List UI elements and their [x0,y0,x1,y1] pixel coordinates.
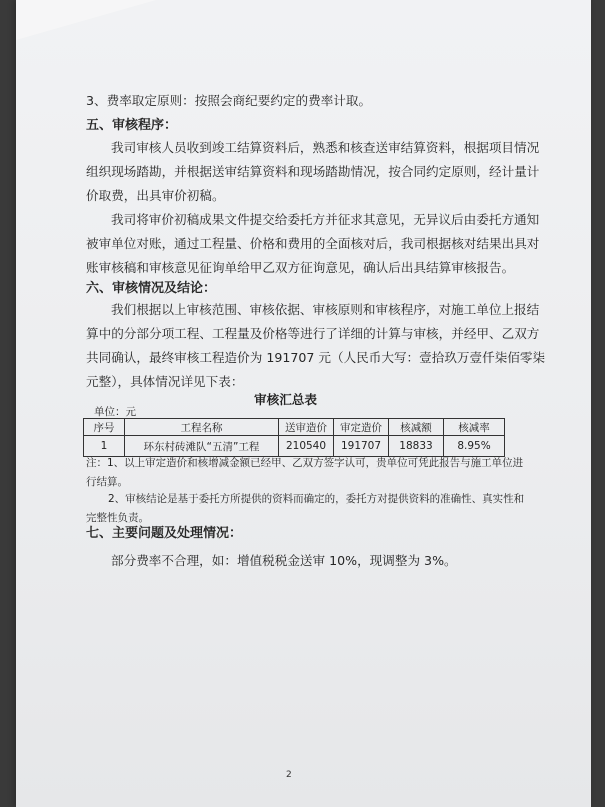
page-number: 2 [286,770,292,780]
text-line: 算中的分部分项工程、工程量及价格等进行了详细的计算与审核，并经甲、乙双方 [86,326,540,341]
document-page [16,0,591,807]
note-1 [86,454,523,492]
col-header: 送审造价 [279,419,334,436]
cell-index: 1 [84,436,125,457]
col-header: 核减率 [444,419,505,436]
table-unit: 单位：元 [94,406,136,418]
fee-rate-item: 3、费率取定原则：按照会商纪要约定的费率计取。 [86,93,372,108]
note-line: 2、审核结论是基于委托方所提供的资料而确定的，委托方对提供资料的准确性、真实性和 [108,493,525,505]
section5-para2 [86,208,539,280]
text-line: 价取费，出具审价初稿。 [86,188,225,203]
cell-reduction-rate: 8.95% [444,436,505,457]
text-line: 我们根据以上审核范围、审核依据、审核原则和审核程序，对施工单位上报结 [111,302,540,317]
note-line: 完整性负责。 [86,512,149,524]
summary-table [83,418,505,457]
section7-para: 部分费率不合理，如：增值税税金送审 10%，现调整为 3%。 [111,553,457,568]
note-2 [86,490,524,528]
section7-heading: 七、主要问题及处理情况： [86,526,243,541]
text-line: 共同确认，最终审核工程造价为 191707 元（人民币大写：壹拾玖万壹仟柒佰零柒 [86,350,546,365]
col-header: 核减额 [389,419,444,436]
cell-reduction: 18833 [389,436,444,457]
text-line: 账审核稿和审核意见征询单给甲乙双方征询意见，确认后出具结算审核报告。 [86,260,515,275]
col-header: 工程名称 [125,419,279,436]
col-header: 序号 [84,419,125,436]
section6-para [86,298,545,394]
table-title: 审核汇总表 [254,392,317,407]
text-line: 我司审核人员收到竣工结算资料后，熟悉和核查送审结算资料，根据项目情况 [111,140,540,155]
cell-project-name: 环东村砖滩队“五清”工程 [125,436,279,457]
table-header-row [84,419,505,436]
text-line: 组织现场踏勘，并根据送审结算资料和现场踏勘情况，按合同约定原则，经计量计 [86,164,540,179]
section5-heading: 五、审核程序： [86,118,178,133]
section6-heading: 六、审核情况及结论： [86,281,217,296]
folded-corner [16,0,156,40]
note-line: 行结算。 [86,476,128,488]
cell-submitted-cost: 210540 [279,436,334,457]
col-header: 审定造价 [334,419,389,436]
text-line: 被审单位对账，通过工程量、价格和费用的全面核对后，我司根据核对结果出具对 [86,236,540,251]
note-line: 注：1、以上审定造价和核增减金额已经甲、乙双方签字认可，贵单位可凭此报告与施工单位进 [86,457,524,469]
text-line: 元整），具体情况详见下表： [86,374,244,389]
section5-para1 [86,136,539,208]
cell-approved-cost: 191707 [334,436,389,457]
text-line: 我司将审价初稿成果文件提交给委托方并征求其意见，无异议后由委托方通知 [111,212,540,227]
